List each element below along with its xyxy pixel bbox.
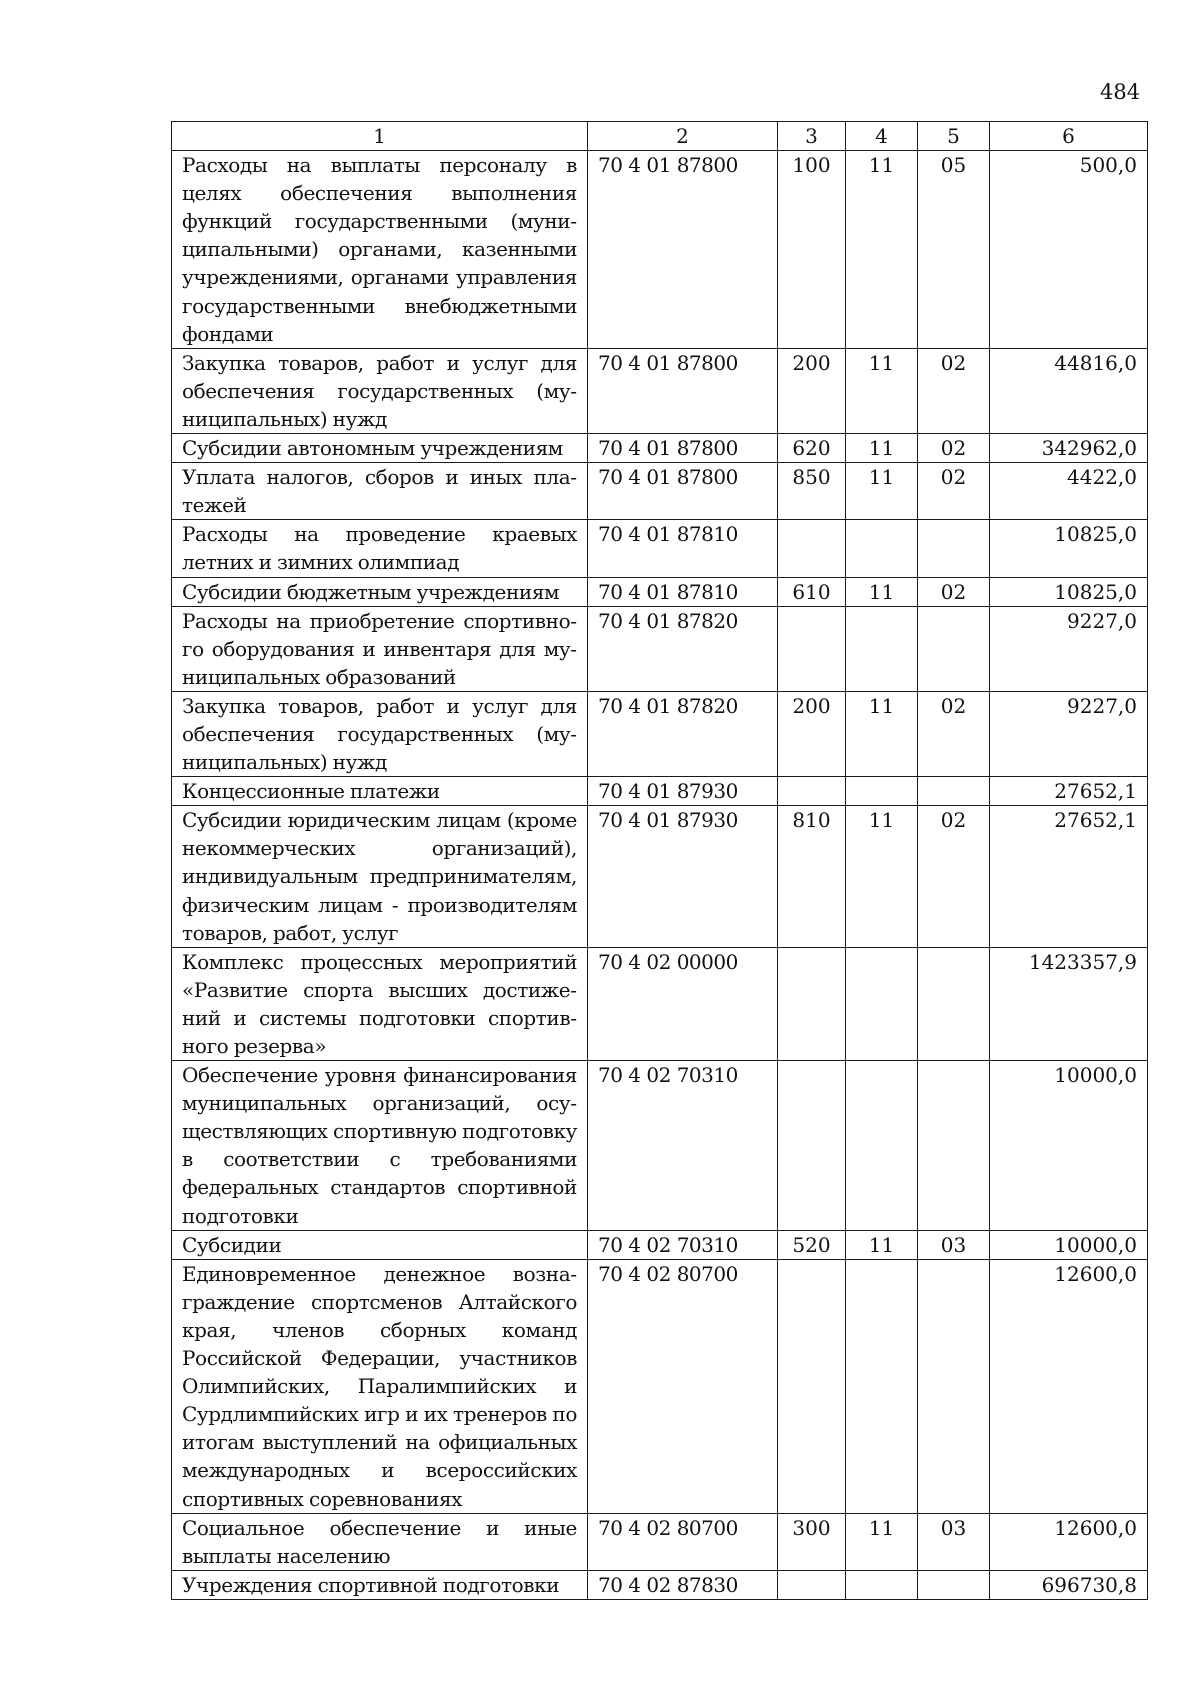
row-expense-type xyxy=(778,1259,846,1513)
row-section xyxy=(846,606,918,691)
row-code: 70 4 01 87800 xyxy=(588,348,778,433)
table-row xyxy=(172,947,1148,1060)
row-section xyxy=(846,777,918,806)
row-description: Комплекс процессных мероприятий «Развитие спорта высших достижений и системы подготовки спортивного резерва» xyxy=(172,947,588,1060)
table-row xyxy=(172,1259,1148,1513)
row-code: 70 4 01 87820 xyxy=(588,606,778,691)
row-amount: 27652,1 xyxy=(990,777,1148,806)
row-amount: 27652,1 xyxy=(990,806,1148,947)
row-code: 70 4 02 80700 xyxy=(588,1259,778,1513)
row-description: Единовременное денежное вознаграждение спортсменов Алтайского края, членов сборных команд Российской Федерации, участников Олимпийских, Паралимпийских и Сурдлимпийских игр и их тренеров по итогам выступлений на официальных международных и всероссийских спортивных соревнованиях xyxy=(172,1259,588,1513)
row-subsection: 02 xyxy=(918,577,990,606)
row-subsection xyxy=(918,947,990,1060)
row-section: 11 xyxy=(846,151,918,349)
row-expense-type: 520 xyxy=(778,1230,846,1259)
row-expense-type: 610 xyxy=(778,577,846,606)
row-code: 70 4 01 87800 xyxy=(588,434,778,463)
row-amount: 10825,0 xyxy=(990,577,1148,606)
column-header-5: 5 xyxy=(918,122,990,151)
row-section: 11 xyxy=(846,806,918,947)
column-header-6: 6 xyxy=(990,122,1148,151)
row-subsection xyxy=(918,1061,990,1231)
row-expense-type: 850 xyxy=(778,463,846,520)
table-row xyxy=(172,691,1148,776)
row-section: 11 xyxy=(846,463,918,520)
row-subsection xyxy=(918,1259,990,1513)
table-row xyxy=(172,1061,1148,1231)
row-description: Субсидии автономным учреждениям xyxy=(172,434,588,463)
row-code: 70 4 01 87800 xyxy=(588,463,778,520)
row-description: Субсидии юридическим лицам (кроме некоммерческих организаций), индивидуальным предпринимателям, физическим лицам - производителям товаров, работ, услуг xyxy=(172,806,588,947)
row-code: 70 4 02 70310 xyxy=(588,1061,778,1231)
row-amount: 10825,0 xyxy=(990,520,1148,577)
row-code: 70 4 01 87810 xyxy=(588,520,778,577)
row-expense-type: 200 xyxy=(778,348,846,433)
row-subsection xyxy=(918,1570,990,1599)
row-subsection: 02 xyxy=(918,806,990,947)
table-row xyxy=(172,520,1148,577)
column-header-1: 1 xyxy=(172,122,588,151)
row-subsection: 02 xyxy=(918,434,990,463)
row-expense-type xyxy=(778,947,846,1060)
budget-table xyxy=(171,121,1148,1600)
row-expense-type xyxy=(778,520,846,577)
column-header-4: 4 xyxy=(846,122,918,151)
row-code: 70 4 01 87810 xyxy=(588,577,778,606)
row-section: 11 xyxy=(846,577,918,606)
table-row xyxy=(172,806,1148,947)
row-amount: 10000,0 xyxy=(990,1061,1148,1231)
table-row xyxy=(172,777,1148,806)
column-header-3: 3 xyxy=(778,122,846,151)
row-amount: 44816,0 xyxy=(990,348,1148,433)
row-code: 70 4 02 00000 xyxy=(588,947,778,1060)
row-description: Обеспечение уровня финансирования муниципальных организаций, осуществляющих спортивную подготовку в соответствии с требованиями федеральных стандартов спортивной подготовки xyxy=(172,1061,588,1231)
row-description: Концессионные платежи xyxy=(172,777,588,806)
table-row xyxy=(172,1570,1148,1599)
row-subsection: 02 xyxy=(918,691,990,776)
row-description: Расходы на проведение краевых летних и зимних олимпиад xyxy=(172,520,588,577)
row-section xyxy=(846,1061,918,1231)
row-section: 11 xyxy=(846,348,918,433)
row-code: 70 4 02 87830 xyxy=(588,1570,778,1599)
row-expense-type xyxy=(778,777,846,806)
row-section: 11 xyxy=(846,1230,918,1259)
row-description: Учреждения спортивной подготовки xyxy=(172,1570,588,1599)
row-expense-type xyxy=(778,1570,846,1599)
budget-table-body xyxy=(172,122,1148,1600)
table-row xyxy=(172,606,1148,691)
row-expense-type: 100 xyxy=(778,151,846,349)
row-subsection xyxy=(918,777,990,806)
row-subsection: 02 xyxy=(918,348,990,433)
row-amount: 12600,0 xyxy=(990,1513,1148,1570)
row-section: 11 xyxy=(846,691,918,776)
row-section: 11 xyxy=(846,434,918,463)
row-code: 70 4 02 80700 xyxy=(588,1513,778,1570)
row-expense-type: 620 xyxy=(778,434,846,463)
row-amount: 4422,0 xyxy=(990,463,1148,520)
column-header-2: 2 xyxy=(588,122,778,151)
row-code: 70 4 02 70310 xyxy=(588,1230,778,1259)
row-amount: 342962,0 xyxy=(990,434,1148,463)
row-subsection xyxy=(918,606,990,691)
row-description: Социальное обеспечение и иные выплаты населению xyxy=(172,1513,588,1570)
table-header-row xyxy=(172,122,1148,151)
row-expense-type: 200 xyxy=(778,691,846,776)
row-amount: 696730,8 xyxy=(990,1570,1148,1599)
row-description: Субсидии бюджетным учреждениям xyxy=(172,577,588,606)
row-description: Расходы на приобретение спортивного оборудования и инвентаря для муниципальных образований xyxy=(172,606,588,691)
table-row xyxy=(172,151,1148,349)
row-description: Закупка товаров, работ и услуг для обеспечения государственных (муниципальных) нужд xyxy=(172,691,588,776)
row-description: Субсидии xyxy=(172,1230,588,1259)
row-section xyxy=(846,1570,918,1599)
row-section xyxy=(846,947,918,1060)
table-row xyxy=(172,577,1148,606)
row-subsection xyxy=(918,520,990,577)
table-row xyxy=(172,1513,1148,1570)
row-description: Закупка товаров, работ и услуг для обеспечения государственных (муниципальных) нужд xyxy=(172,348,588,433)
row-subsection: 02 xyxy=(918,463,990,520)
row-amount: 1423357,9 xyxy=(990,947,1148,1060)
row-section xyxy=(846,520,918,577)
row-expense-type xyxy=(778,1061,846,1231)
row-amount: 12600,0 xyxy=(990,1259,1148,1513)
table-row xyxy=(172,463,1148,520)
row-expense-type: 810 xyxy=(778,806,846,947)
row-subsection: 05 xyxy=(918,151,990,349)
row-amount: 500,0 xyxy=(990,151,1148,349)
table-row xyxy=(172,348,1148,433)
row-section xyxy=(846,1259,918,1513)
page-number: 484 xyxy=(1100,80,1141,104)
row-amount: 9227,0 xyxy=(990,691,1148,776)
table-row xyxy=(172,1230,1148,1259)
row-description: Расходы на выплаты персоналу в целях обеспечения выполнения функций государственными (муниципальными) органами, казенными учреждениями, органами управления государственными внебюджетными фондами xyxy=(172,151,588,349)
row-section: 11 xyxy=(846,1513,918,1570)
row-code: 70 4 01 87930 xyxy=(588,777,778,806)
row-subsection: 03 xyxy=(918,1513,990,1570)
row-code: 70 4 01 87820 xyxy=(588,691,778,776)
row-expense-type: 300 xyxy=(778,1513,846,1570)
row-amount: 9227,0 xyxy=(990,606,1148,691)
table-row xyxy=(172,434,1148,463)
row-expense-type xyxy=(778,606,846,691)
row-amount: 10000,0 xyxy=(990,1230,1148,1259)
row-subsection: 03 xyxy=(918,1230,990,1259)
row-code: 70 4 01 87930 xyxy=(588,806,778,947)
row-code: 70 4 01 87800 xyxy=(588,151,778,349)
row-description: Уплата налогов, сборов и иных платежей xyxy=(172,463,588,520)
